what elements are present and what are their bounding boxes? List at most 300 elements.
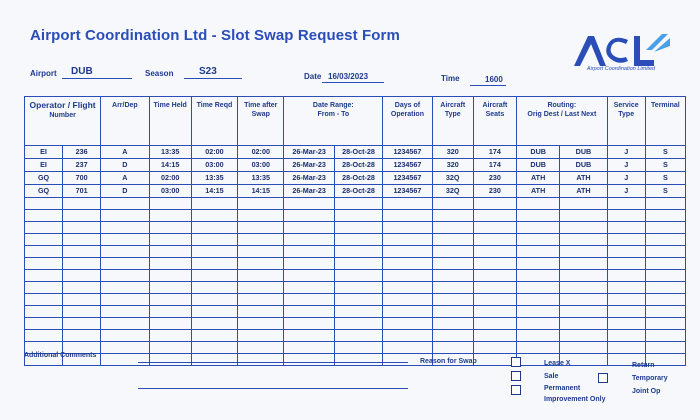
table-cell-empty[interactable]	[473, 306, 516, 318]
table-row-empty	[25, 222, 686, 234]
table-row-empty	[25, 258, 686, 270]
table-cell-empty[interactable]	[284, 222, 334, 234]
table-cell-empty[interactable]	[63, 258, 101, 270]
time-label: Time	[441, 74, 460, 83]
table-cell-empty[interactable]	[432, 198, 473, 210]
table-cell[interactable]: 14:15	[238, 185, 284, 198]
table-row-empty	[25, 210, 686, 222]
table-cell[interactable]: DUB	[517, 146, 560, 159]
col-days-of-operation: Days of Operation	[383, 97, 432, 146]
table-cell-empty[interactable]	[191, 270, 237, 282]
table-cell[interactable]: 13:35	[149, 146, 191, 159]
table-cell-empty[interactable]	[149, 222, 191, 234]
table-cell-empty[interactable]	[334, 210, 382, 222]
table-cell-empty[interactable]	[334, 246, 382, 258]
table-cell[interactable]: S	[645, 159, 685, 172]
table-cell-empty[interactable]	[517, 306, 560, 318]
table-cell-empty[interactable]	[25, 270, 63, 282]
table-cell-empty[interactable]	[191, 330, 237, 342]
table-cell[interactable]: D	[101, 185, 149, 198]
table-cell-empty[interactable]	[645, 246, 685, 258]
table-cell-empty[interactable]	[473, 198, 516, 210]
table-cell[interactable]: ATH	[560, 185, 607, 198]
table-cell-empty[interactable]	[25, 234, 63, 246]
table-cell-empty[interactable]	[560, 246, 607, 258]
table-cell-empty[interactable]	[607, 294, 645, 306]
table-cell-empty[interactable]	[517, 330, 560, 342]
table-cell-empty[interactable]	[334, 342, 382, 354]
table-cell-empty[interactable]	[334, 330, 382, 342]
table-cell[interactable]: 28-Oct-28	[334, 159, 382, 172]
table-cell[interactable]: 13:35	[238, 172, 284, 185]
table-cell-empty[interactable]	[101, 342, 149, 354]
table-cell-empty[interactable]	[101, 246, 149, 258]
table-cell[interactable]: 700	[63, 172, 101, 185]
table-cell-empty[interactable]	[334, 234, 382, 246]
table-cell[interactable]: 174	[473, 146, 516, 159]
table-cell-empty[interactable]	[25, 294, 63, 306]
table-cell-empty[interactable]	[284, 246, 334, 258]
table-cell[interactable]: 1234567	[383, 172, 432, 185]
table-cell-empty[interactable]	[25, 222, 63, 234]
table-cell[interactable]: 26-Mar-23	[284, 185, 334, 198]
table-cell-empty[interactable]	[432, 342, 473, 354]
table-cell-empty[interactable]	[63, 330, 101, 342]
table-cell-empty[interactable]	[63, 306, 101, 318]
table-cell-empty[interactable]	[334, 258, 382, 270]
table-cell-empty[interactable]	[284, 342, 334, 354]
temporary-option-label: Temporary	[632, 375, 668, 382]
table-cell-empty[interactable]	[432, 306, 473, 318]
table-cell[interactable]: 174	[473, 159, 516, 172]
table-cell-empty[interactable]	[25, 258, 63, 270]
table-cell-empty[interactable]	[334, 294, 382, 306]
table-cell-empty[interactable]	[191, 198, 237, 210]
table-cell-empty[interactable]	[473, 270, 516, 282]
table-cell-empty[interactable]	[101, 270, 149, 282]
table-cell-empty[interactable]	[645, 234, 685, 246]
table-cell-empty[interactable]	[560, 306, 607, 318]
table-cell-empty[interactable]	[238, 282, 284, 294]
table-cell-empty[interactable]	[560, 234, 607, 246]
lease-checkbox[interactable]	[511, 357, 521, 367]
table-cell[interactable]: 02:00	[238, 146, 284, 159]
table-cell-empty[interactable]	[383, 342, 432, 354]
table-cell-empty[interactable]	[383, 198, 432, 210]
table-cell-empty[interactable]	[101, 210, 149, 222]
table-cell[interactable]: 02:00	[191, 146, 237, 159]
table-cell-empty[interactable]	[383, 222, 432, 234]
table-cell-empty[interactable]	[149, 270, 191, 282]
table-cell[interactable]: J	[607, 172, 645, 185]
table-cell-empty[interactable]	[383, 330, 432, 342]
table-row-empty	[25, 354, 686, 366]
table-cell-empty[interactable]	[191, 246, 237, 258]
table-cell-empty[interactable]	[607, 330, 645, 342]
table-cell[interactable]: 1234567	[383, 146, 432, 159]
table-cell[interactable]: 26-Mar-23	[284, 146, 334, 159]
table-cell-empty[interactable]	[645, 222, 685, 234]
table-cell[interactable]: 230	[473, 185, 516, 198]
table-cell-empty[interactable]	[645, 270, 685, 282]
season-field[interactable]: S23	[199, 66, 217, 77]
table-cell-empty[interactable]	[334, 318, 382, 330]
table-cell-empty[interactable]	[101, 294, 149, 306]
col-time-held: Time Held	[149, 97, 191, 146]
table-cell-empty[interactable]	[191, 258, 237, 270]
table-cell[interactable]: 26-Mar-23	[284, 172, 334, 185]
table-cell-empty[interactable]	[334, 282, 382, 294]
table-row-empty	[25, 294, 686, 306]
table-cell-empty[interactable]	[473, 318, 516, 330]
table-cell-empty[interactable]	[383, 258, 432, 270]
table-cell-empty[interactable]	[432, 282, 473, 294]
table-cell[interactable]: 32Q	[432, 172, 473, 185]
table-cell-empty[interactable]	[25, 330, 63, 342]
table-cell-empty[interactable]	[383, 270, 432, 282]
table-cell-empty[interactable]	[473, 246, 516, 258]
table-cell-empty[interactable]	[560, 222, 607, 234]
airport-field[interactable]: DUB	[71, 66, 93, 77]
table-cell-empty[interactable]	[284, 210, 334, 222]
table-cell[interactable]: 28-Oct-28	[334, 185, 382, 198]
table-cell-empty[interactable]	[238, 318, 284, 330]
table-cell-empty[interactable]	[63, 198, 101, 210]
table-cell-empty[interactable]	[334, 306, 382, 318]
table-cell-empty[interactable]	[432, 270, 473, 282]
table-cell-empty[interactable]	[101, 354, 149, 366]
table-cell-empty[interactable]	[101, 306, 149, 318]
table-cell[interactable]: GQ	[25, 172, 63, 185]
table-cell-empty[interactable]	[63, 234, 101, 246]
table-cell-empty[interactable]	[473, 294, 516, 306]
table-cell[interactable]: A	[101, 146, 149, 159]
table-cell-empty[interactable]	[238, 198, 284, 210]
table-cell-empty[interactable]	[383, 246, 432, 258]
table-cell[interactable]: ATH	[517, 185, 560, 198]
season-label: Season	[145, 69, 174, 78]
col-aircraft-seats: Aircraft Seats	[473, 97, 516, 146]
temporary-checkbox[interactable]	[598, 373, 608, 383]
table-cell-empty[interactable]	[517, 198, 560, 210]
table-cell-empty[interactable]	[149, 246, 191, 258]
table-cell-empty[interactable]	[645, 330, 685, 342]
table-cell-empty[interactable]	[63, 246, 101, 258]
table-cell-empty[interactable]	[517, 282, 560, 294]
table-cell-empty[interactable]	[432, 222, 473, 234]
table-cell-empty[interactable]	[149, 198, 191, 210]
table-cell-empty[interactable]	[149, 342, 191, 354]
table-cell-empty[interactable]	[560, 270, 607, 282]
table-cell-empty[interactable]	[63, 222, 101, 234]
table-cell-empty[interactable]	[238, 246, 284, 258]
table-cell-empty[interactable]	[25, 318, 63, 330]
table-cell-empty[interactable]	[238, 234, 284, 246]
table-cell-empty[interactable]	[432, 258, 473, 270]
table-cell[interactable]: 14:15	[149, 159, 191, 172]
table-cell-empty[interactable]	[25, 210, 63, 222]
table-cell[interactable]: 320	[432, 159, 473, 172]
table-header-row	[25, 97, 686, 146]
table-cell[interactable]: J	[607, 159, 645, 172]
table-cell-empty[interactable]	[25, 306, 63, 318]
table-cell-empty[interactable]	[473, 210, 516, 222]
table-cell-empty[interactable]	[284, 282, 334, 294]
sale-option-label: Sale	[544, 373, 559, 380]
table-cell-empty[interactable]	[191, 234, 237, 246]
table-cell-empty[interactable]	[432, 246, 473, 258]
table-cell-empty[interactable]	[284, 354, 334, 366]
comments-line-2[interactable]	[138, 388, 408, 389]
airport-underline	[62, 78, 132, 79]
table-cell[interactable]: S	[645, 185, 685, 198]
table-cell-empty[interactable]	[517, 222, 560, 234]
table-cell[interactable]: 237	[63, 159, 101, 172]
improvement-option-label: Improvement Only	[544, 396, 606, 403]
table-cell-empty[interactable]	[473, 330, 516, 342]
table-cell-empty[interactable]	[383, 234, 432, 246]
table-cell[interactable]: S	[645, 146, 685, 159]
table-cell-empty[interactable]	[191, 210, 237, 222]
table-cell-empty[interactable]	[101, 330, 149, 342]
table-cell-empty[interactable]	[238, 294, 284, 306]
table-cell[interactable]: 03:00	[191, 159, 237, 172]
table-cell[interactable]: 28-Oct-28	[334, 146, 382, 159]
table-cell-empty[interactable]	[473, 234, 516, 246]
table-cell[interactable]: 03:00	[149, 185, 191, 198]
table-cell-empty[interactable]	[517, 234, 560, 246]
table-cell[interactable]: 26-Mar-23	[284, 159, 334, 172]
col-date-range: Date Range: From - To	[284, 97, 383, 146]
table-cell-empty[interactable]	[560, 198, 607, 210]
table-cell-empty[interactable]	[149, 306, 191, 318]
table-cell-empty[interactable]	[607, 270, 645, 282]
table-cell-empty[interactable]	[284, 234, 334, 246]
table-cell-empty[interactable]	[101, 222, 149, 234]
table-cell-empty[interactable]	[238, 210, 284, 222]
table-cell-empty[interactable]	[238, 222, 284, 234]
table-cell-empty[interactable]	[191, 222, 237, 234]
table-cell-empty[interactable]	[334, 270, 382, 282]
table-cell[interactable]: 28-Oct-28	[334, 172, 382, 185]
table-cell-empty[interactable]	[284, 330, 334, 342]
table-cell-empty[interactable]	[238, 270, 284, 282]
table-cell[interactable]: 03:00	[238, 159, 284, 172]
table-cell-empty[interactable]	[334, 354, 382, 366]
table-cell-empty[interactable]	[432, 330, 473, 342]
table-cell-empty[interactable]	[473, 222, 516, 234]
table-cell-empty[interactable]	[517, 246, 560, 258]
table-cell-empty[interactable]	[63, 294, 101, 306]
table-row-empty	[25, 234, 686, 246]
table-cell-empty[interactable]	[238, 258, 284, 270]
table-cell-empty[interactable]	[101, 234, 149, 246]
table-cell-empty[interactable]	[645, 282, 685, 294]
table-cell[interactable]: J	[607, 185, 645, 198]
table-cell-empty[interactable]	[383, 282, 432, 294]
date-field[interactable]: 16/03/2023	[328, 72, 369, 81]
table-cell-empty[interactable]	[191, 282, 237, 294]
table-cell[interactable]: A	[101, 172, 149, 185]
table-cell-empty[interactable]	[238, 342, 284, 354]
table-cell-empty[interactable]	[101, 198, 149, 210]
table-cell-empty[interactable]	[25, 246, 63, 258]
table-cell-empty[interactable]	[473, 282, 516, 294]
table-cell-empty[interactable]	[645, 342, 685, 354]
comments-line-1[interactable]	[138, 362, 408, 363]
table-cell[interactable]: 32Q	[432, 185, 473, 198]
table-cell-empty[interactable]	[284, 318, 334, 330]
logo-subtitle: Airport Coordination Limited	[586, 66, 656, 72]
table-cell-empty[interactable]	[149, 210, 191, 222]
table-cell-empty[interactable]	[560, 318, 607, 330]
table-cell-empty[interactable]	[149, 234, 191, 246]
permanent-checkbox[interactable]	[511, 385, 521, 395]
table-row-empty	[25, 246, 686, 258]
table-cell-empty[interactable]	[284, 294, 334, 306]
table-cell-empty[interactable]	[284, 258, 334, 270]
table-cell-empty[interactable]	[383, 318, 432, 330]
sale-checkbox[interactable]	[511, 371, 521, 381]
table-cell-empty[interactable]	[645, 210, 685, 222]
table-cell-empty[interactable]	[645, 198, 685, 210]
table-cell-empty[interactable]	[238, 330, 284, 342]
table-cell-empty[interactable]	[432, 210, 473, 222]
table-cell[interactable]: 230	[473, 172, 516, 185]
table-cell-empty[interactable]	[191, 342, 237, 354]
table-cell[interactable]: DUB	[560, 146, 607, 159]
table-cell[interactable]: D	[101, 159, 149, 172]
col-operator-flight: Operator / Flight Number	[25, 97, 101, 146]
table-cell-empty[interactable]	[607, 210, 645, 222]
table-cell[interactable]: ATH	[560, 172, 607, 185]
table-cell-empty[interactable]	[101, 282, 149, 294]
reason-for-swap-label: Reason for Swap	[420, 358, 477, 365]
table-cell-empty[interactable]	[191, 354, 237, 366]
col-arr-dep: Arr/Dep	[101, 97, 149, 146]
table-cell-empty[interactable]	[191, 318, 237, 330]
table-cell-empty[interactable]	[383, 306, 432, 318]
table-cell-empty[interactable]	[432, 294, 473, 306]
table-cell[interactable]: S	[645, 172, 685, 185]
table-cell-empty[interactable]	[149, 258, 191, 270]
table-cell-empty[interactable]	[63, 270, 101, 282]
table-cell-empty[interactable]	[607, 198, 645, 210]
table-cell-empty[interactable]	[25, 198, 63, 210]
table-cell-empty[interactable]	[284, 306, 334, 318]
table-cell-empty[interactable]	[473, 258, 516, 270]
table-cell-empty[interactable]	[334, 222, 382, 234]
return-option-label: Return	[632, 362, 655, 369]
table-cell-empty[interactable]	[607, 234, 645, 246]
table-cell-empty[interactable]	[560, 294, 607, 306]
table-cell-empty[interactable]	[607, 246, 645, 258]
table-cell-empty[interactable]	[607, 258, 645, 270]
table-cell-empty[interactable]	[607, 306, 645, 318]
table-cell-empty[interactable]	[149, 294, 191, 306]
lease-option-label: Lease X	[544, 360, 571, 367]
table-cell-empty[interactable]	[63, 318, 101, 330]
table-cell-empty[interactable]	[607, 222, 645, 234]
table-cell-empty[interactable]	[149, 318, 191, 330]
table-cell-empty[interactable]	[149, 282, 191, 294]
table-cell[interactable]: DUB	[517, 159, 560, 172]
table-cell-empty[interactable]	[191, 306, 237, 318]
table-cell-empty[interactable]	[645, 318, 685, 330]
table-row-empty	[25, 198, 686, 210]
table-cell[interactable]: 701	[63, 185, 101, 198]
table-row	[25, 185, 686, 198]
table-cell[interactable]: 320	[432, 146, 473, 159]
table-cell[interactable]: 13:35	[191, 172, 237, 185]
season-underline	[184, 78, 242, 79]
table-cell-empty[interactable]	[517, 318, 560, 330]
col-terminal: Terminal	[645, 97, 685, 146]
table-cell-empty[interactable]	[149, 330, 191, 342]
table-cell-empty[interactable]	[63, 282, 101, 294]
table-cell[interactable]: EI	[25, 159, 63, 172]
table-cell[interactable]: J	[607, 146, 645, 159]
table-cell-empty[interactable]	[25, 282, 63, 294]
table-cell-empty[interactable]	[238, 354, 284, 366]
table-cell[interactable]: 02:00	[149, 172, 191, 185]
table-cell-empty[interactable]	[517, 270, 560, 282]
table-cell-empty[interactable]	[517, 210, 560, 222]
table-cell-empty[interactable]	[432, 318, 473, 330]
table-cell-empty[interactable]	[517, 342, 560, 354]
table-cell-empty[interactable]	[473, 342, 516, 354]
table-cell-empty[interactable]	[383, 294, 432, 306]
table-cell-empty[interactable]	[238, 306, 284, 318]
table-cell[interactable]: 236	[63, 146, 101, 159]
table-cell-empty[interactable]	[607, 282, 645, 294]
table-row-empty	[25, 270, 686, 282]
date-underline	[322, 82, 384, 83]
table-cell[interactable]: EI	[25, 146, 63, 159]
table-cell[interactable]: ATH	[517, 172, 560, 185]
time-field[interactable]: 1600	[485, 75, 503, 84]
table-cell-empty[interactable]	[645, 258, 685, 270]
table-cell-empty[interactable]	[607, 342, 645, 354]
table-cell-empty[interactable]	[560, 330, 607, 342]
table-cell-empty[interactable]	[63, 210, 101, 222]
table-cell-empty[interactable]	[560, 282, 607, 294]
table-cell-empty[interactable]	[334, 198, 382, 210]
table-cell-empty[interactable]	[607, 318, 645, 330]
table-cell-empty[interactable]	[191, 294, 237, 306]
table-cell-empty[interactable]	[645, 306, 685, 318]
table-cell-empty[interactable]	[560, 258, 607, 270]
table-cell-empty[interactable]	[284, 270, 334, 282]
table-cell-empty[interactable]	[517, 294, 560, 306]
table-cell[interactable]: 14:15	[191, 185, 237, 198]
table-cell-empty[interactable]	[383, 210, 432, 222]
table-cell-empty[interactable]	[284, 198, 334, 210]
table-cell-empty[interactable]	[432, 234, 473, 246]
table-cell-empty[interactable]	[101, 318, 149, 330]
table-cell-empty[interactable]	[560, 342, 607, 354]
table-cell[interactable]: GQ	[25, 185, 63, 198]
table-cell-empty[interactable]	[149, 354, 191, 366]
table-cell-empty[interactable]	[560, 210, 607, 222]
table-cell[interactable]: 1234567	[383, 159, 432, 172]
table-cell-empty[interactable]	[101, 258, 149, 270]
table-cell-empty[interactable]	[517, 258, 560, 270]
table-cell[interactable]: 1234567	[383, 185, 432, 198]
table-cell[interactable]: DUB	[560, 159, 607, 172]
table-cell-empty[interactable]	[645, 294, 685, 306]
slot-table	[24, 96, 686, 366]
